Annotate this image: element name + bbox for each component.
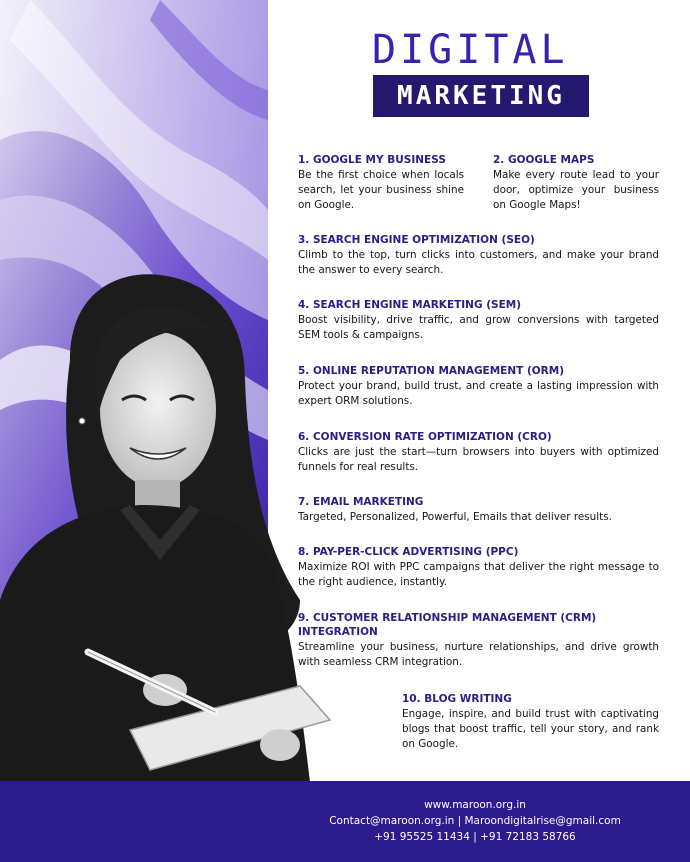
service-item-crm xyxy=(298,611,659,670)
service-item-google-maps xyxy=(493,153,659,213)
service-description: Targeted, Personalized, Powerful, Emails that deliver results. xyxy=(298,511,612,523)
service-description: Engage, inspire, and build trust with captivating blogs that boost traffic, tell your story, and rank on Google. xyxy=(402,708,659,750)
service-description: Maximize ROI with PPC campaigns that deliver the right message to the right audience, instantly. xyxy=(298,561,659,588)
service-item-google-my-business xyxy=(298,153,464,213)
service-title: 2. GOOGLE MAPS xyxy=(493,154,595,166)
service-item-sem xyxy=(298,298,659,343)
service-description: Protect your brand, build trust, and create a lasting impression with expert ORM solutions. xyxy=(298,380,659,407)
service-title: 7. EMAIL MARKETING xyxy=(298,496,424,508)
footer-website-link[interactable]: www.maroon.org.in xyxy=(424,799,526,811)
service-item-blog-writing xyxy=(402,692,659,752)
service-title: 3. SEARCH ENGINE OPTIMIZATION (SEO) xyxy=(298,234,535,246)
service-description: Climb to the top, turn clicks into customers, and make your brand the answer to every search. xyxy=(298,249,659,276)
service-title: 10. BLOG WRITING xyxy=(402,693,512,705)
service-title: 5. ONLINE REPUTATION MANAGEMENT (ORM) xyxy=(298,365,565,377)
footer-email-links[interactable]: Contact@maroon.org.in | Maroondigitalrise@gmail.com xyxy=(329,815,621,827)
service-item-ppc xyxy=(298,545,659,590)
service-title: 4. SEARCH ENGINE MARKETING (SEM) xyxy=(298,299,522,311)
page-title: DIGITAL xyxy=(372,27,569,73)
service-item-email-marketing xyxy=(298,495,659,525)
page-subtitle: MARKETING xyxy=(373,75,589,117)
service-description: Make every route lead to your door, optimize your business on Google Maps! xyxy=(493,169,659,211)
service-title: 8. PAY-PER-CLICK ADVERTISING (PPC) xyxy=(298,546,519,558)
footer-contact xyxy=(300,797,650,845)
service-title: 6. CONVERSION RATE OPTIMIZATION (CRO) xyxy=(298,431,552,443)
service-item-seo xyxy=(298,233,659,278)
service-description: Be the first choice when locals search, let your business shine on Google. xyxy=(298,169,464,211)
service-item-cro xyxy=(298,430,659,475)
service-title: 9. CUSTOMER RELATIONSHIP MANAGEMENT (CRM) INTEGRATION xyxy=(298,612,597,638)
service-item-orm xyxy=(298,364,659,409)
footer-phone-numbers: +91 95525 11434 | +91 72183 58766 xyxy=(374,831,576,843)
service-description: Boost visibility, drive traffic, and grow conversions with targeted SEM tools & campaigns. xyxy=(298,314,659,341)
service-description: Streamline your business, nurture relationships, and drive growth with seamless CRM integration. xyxy=(298,641,659,668)
service-title: 1. GOOGLE MY BUSINESS xyxy=(298,154,446,166)
service-description: Clicks are just the start—turn browsers into buyers with optimized funnels for real results. xyxy=(298,446,659,473)
